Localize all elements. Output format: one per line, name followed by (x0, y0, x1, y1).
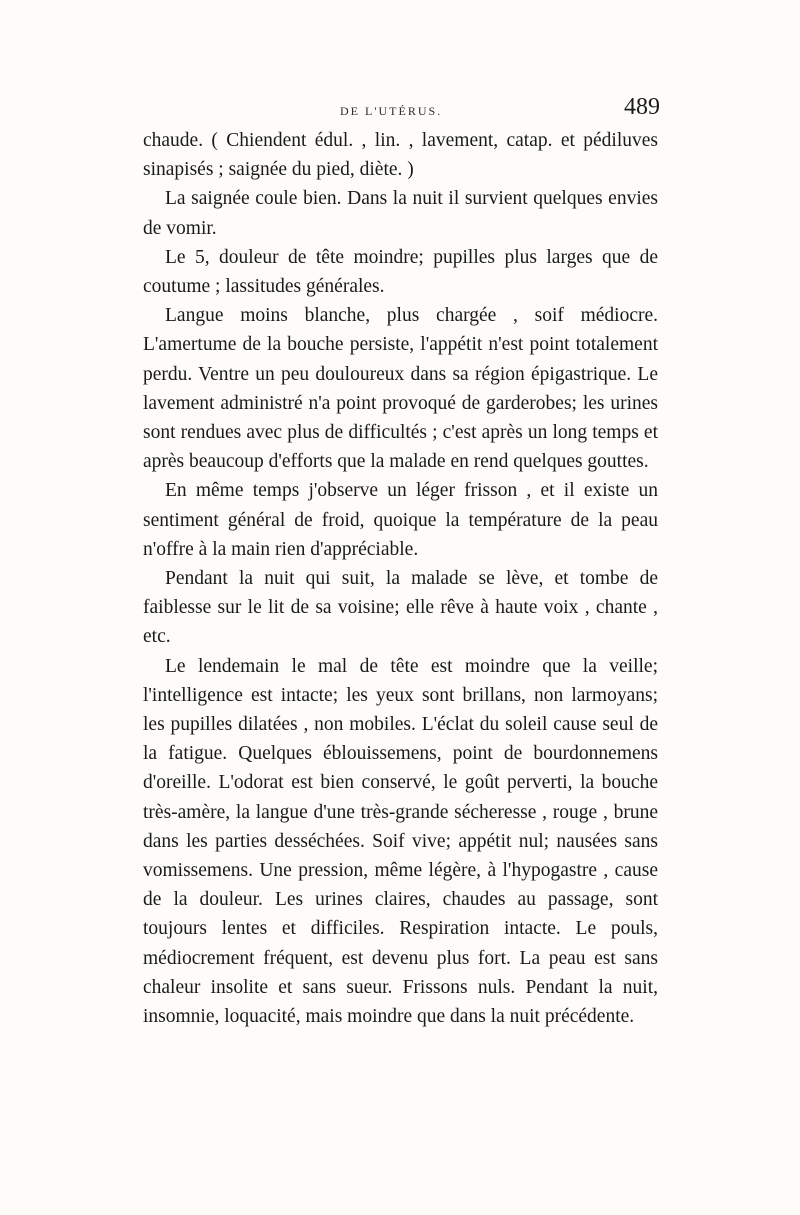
body-text (143, 126, 658, 1031)
paragraph: Langue moins blanche, plus chargée , soif médiocre. L'amertume de la bouche persiste, l'appétit n'est point totalement perdu. Ventre un peu douloureux dans sa région épigastrique. Le lavement administré n'a point provoqué de garderobes; les urines sont rendues avec plus de difficultés ; c'est après un long temps et après beaucoup d'efforts que la malade en rend quelques gouttes. (143, 305, 658, 473)
paragraph: Le 5, douleur de tête moindre; pupilles plus larges que de coutume ; lassitudes générales. (143, 246, 658, 298)
running-head: DE L'UTÉRUS. (340, 104, 443, 118)
paragraph: Le lendemain le mal de tête est moindre que la veille; l'intelligence est intacte; les yeux sont brillans, non larmoyans; les pupilles dilatées , non mobiles. L'éclat du soleil cause seul de la fatigue. Quelques éblouissemens, point de bourdonnemens d'oreille. L'odorat est bien conservé, le goût perverti, la bouche très-amère, la langue d'une très-grande sécheresse , rouge , brune dans les parties desséchées. Soif vive; appétit nul; nausées sans vomissemens. Une pression, même légère, à l'hypogastre , cause de la douleur. Les urines claires, chaudes au passage, sont toujours lentes et difficiles. Respiration intacte. Le pouls, médiocrement fréquent, est devenu plus fort. La peau est sans chaleur insolite et sans sueur. Frissons nuls. Pendant la nuit, insomnie, loquacité, mais moindre que dans la nuit précédente. (143, 655, 658, 1028)
paragraph: chaude. ( Chiendent édul. , lin. , lavement, catap. et pédiluves sinapisés ; saignée du pied, diète. ) (143, 130, 658, 181)
paragraph: La saignée coule bien. Dans la nuit il survient quelques envies de vomir. (143, 188, 658, 239)
page-number: 489 (624, 94, 660, 120)
paragraph: Pendant la nuit qui suit, la malade se lève, et tombe de faiblesse sur le lit de sa voisine; elle rêve à haute voix , chante , etc. (143, 568, 658, 648)
paragraph: En même temps j'observe un léger frisson , et il existe un sentiment général de froid, quoique la température de la peau n'offre à la main rien d'appréciable. (143, 480, 658, 560)
